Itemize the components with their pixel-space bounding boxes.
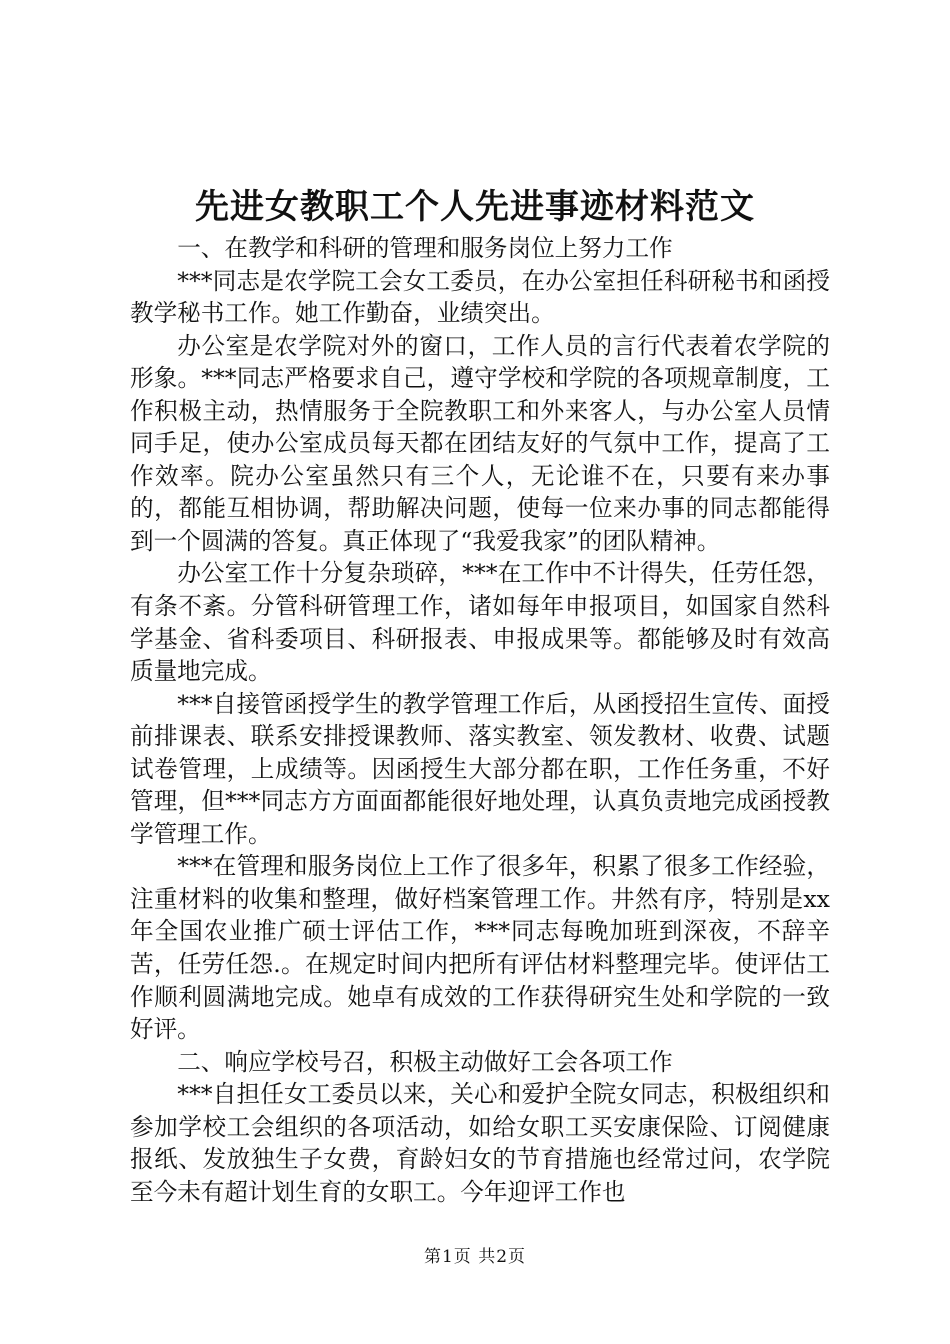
document-title: 先进女教职工个人先进事迹材料范文 xyxy=(195,187,755,227)
paragraph-5: ***在管理和服务岗位上工作了很多年，积累了很多工作经验，注重材料的收集和整理，做好档案管理工作。井然有序，特别是xx年全国农业推广硕士评估工作，***同志每晚加班到深夜，不辞辛苦，任劳任怨.。在规定时间内把所有评估材料整理完毕。使评估工作顺利圆满地完成。她卓有成效的工作获得研究生处和学院的一致好评。 xyxy=(130,852,830,1044)
section-heading-1: 一、在教学和科研的管理和服务岗位上努力工作 xyxy=(177,234,673,262)
document-body xyxy=(130,232,830,1208)
paragraph-4: ***自接管函授学生的教学管理工作后，从函授招生宣传、面授前排课表、联系安排授课教师、落实教室、领发教材、收费、试题试卷管理，上成绩等。因函授生大部分都在职，工作任务重，不好管理，但***同志方方面面都能很好地处理，认真负责地完成函授教学管理工作。 xyxy=(130,689,830,848)
paragraph-2: 办公室是农学院对外的窗口，工作人员的言行代表着农学院的形象。***同志严格要求自己，遵守学校和学院的各项规章制度，工作积极主动，热情服务于全院教职工和外来客人，与办公室人员情同手足，使办公室成员每天都在团结友好的气氛中工作，提高了工作效率。院办公室虽然只有三个人，无论谁不在，只要有来办事的，都能互相协调，帮助解决问题，使每一位来办事的同志都能得到一个圆满的答复。真正体现了“我爱我家”的团队精神。 xyxy=(130,331,830,555)
paragraph-3: 办公室工作十分复杂琐碎，***在工作中不计得失，任劳任怨，有条不紊。分管科研管理工作，诸如每年申报项目，如国家自然科学基金、省科委项目、科研报表、申报成果等。都能够及时有效高质量地完成。 xyxy=(130,559,830,686)
paragraph-1: ***同志是农学院工会女工委员，在办公室担任科研秘书和函授教学秘书工作。她工作勤奋，业绩突出。 xyxy=(130,266,830,328)
paragraph-6: ***自担任女工委员以来，关心和爱护全院女同志，积极组织和参加学校工会组织的各项活动，如给女职工买安康保险、订阅健康报纸、发放独生子女费，育龄妇女的节育措施也经常过问，农学院至今未有超计划生育的女职工。今年迎评工作也 xyxy=(130,1080,830,1206)
section-heading-2: 二、响应学校号召，积极主动做好工会各项工作 xyxy=(177,1047,673,1076)
page-footer: 第1页 共2页 xyxy=(423,1247,527,1267)
